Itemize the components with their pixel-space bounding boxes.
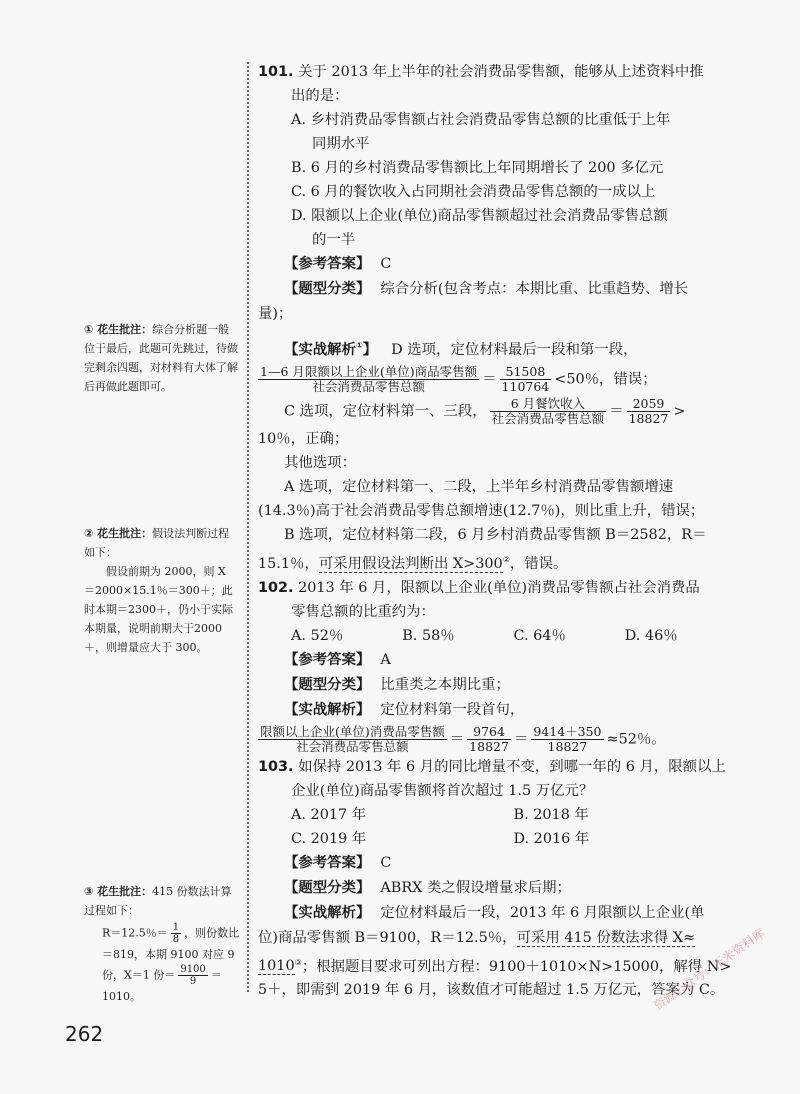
- type-tag: 【题型分类】: [284, 879, 371, 896]
- margin-divider: [247, 62, 249, 992]
- answer-tag: 【参考答案】: [284, 651, 371, 668]
- analysis-b-cont: 15.1％，可采用假设法判断出 X>300②，错误。: [258, 554, 568, 572]
- analysis-tag: 【实战解析】: [284, 701, 371, 718]
- options-row-1: [258, 805, 736, 826]
- question-stem-cont: 出的是：: [291, 88, 349, 104]
- question-101: [258, 62, 736, 575]
- analysis-text: 定位材料第一段首句，: [380, 701, 525, 718]
- page-number: 262: [65, 1022, 104, 1046]
- main-content: [258, 62, 736, 1004]
- note-body: 假设前期为 2000，则 X ＝2000×15.1％＝300＋；此时本期＝2300＋，仍小于实际本期量，说明前期大于2000＋，则增量应大于 300。: [84, 565, 233, 654]
- note-text: 415 份数法计算过程如下：: [84, 885, 232, 917]
- options-row: [258, 626, 736, 647]
- analysis-text: D 选项，定位材料最后一段和第一段，: [391, 341, 638, 358]
- watermark: 资源公众号：玉米资料库: [651, 925, 768, 1014]
- option-a: A. 乡村消费品零售额占社会消费品零售总额的比重低于上年: [291, 112, 671, 128]
- question-stem: 关于 2013 年上半年的社会消费品零售额，能够从上述资料中推: [298, 64, 704, 80]
- option-c: C. 64％: [513, 627, 566, 644]
- analysis-text: 定位材料最后一段，2013 年 6 月限额以上企业(单: [380, 904, 705, 921]
- options-row-2: [258, 829, 736, 850]
- answer-value: A: [380, 651, 391, 668]
- type-tag: 【题型分类】: [284, 676, 371, 693]
- question-stem-cont: 零售总额的比重约为：: [291, 603, 435, 620]
- option-c: C. 2019 年: [291, 830, 367, 847]
- equation-d: $\frac{\text{1—6 月限额以上企业(单位)商品零售额}}{\text{社会消费品零售总额}}$ ＝ $\frac{51508}{110764}$ <50％，错误；: [260, 363, 657, 394]
- type-text: 综合分析(包含考点：本期比重、比重趋势、增长: [380, 281, 689, 297]
- fraction-one-eighth: $\frac{1}{8}$: [172, 922, 180, 945]
- option-c: C. 6 月的餐饮收入占同期社会消费品零售总额的一成以上: [291, 184, 656, 200]
- answer-tag: 【参考答案】: [284, 256, 371, 272]
- question-stem-cont: 企业(单位)商品零售额将首次超过 1.5 万亿元？: [291, 782, 594, 799]
- option-d-cont: 的一半: [312, 232, 356, 248]
- question-number: 102.: [258, 579, 294, 596]
- analysis-tag: 【实战解析①】: [284, 341, 378, 358]
- answer-value: C: [380, 256, 392, 272]
- note-text: 假设法判断过程如下：: [84, 527, 230, 559]
- analysis-tag: 【实战解析】: [284, 904, 371, 921]
- note-label: ① 花生批注：: [84, 323, 153, 336]
- note-text: 综合分析题一般位于最后，此题可先跳过，待做完剩余四题，对材料有大体了解后再做此题即可。: [84, 323, 238, 393]
- analysis-b: B 选项，定位材料第二段，6 月乡村消费品零售额 B＝2582，R＝: [284, 526, 707, 543]
- note-line1b: ，则份数比＝819，本期 9100 对应 9 份，X＝1 份＝: [102, 926, 240, 982]
- option-d: D. 2016 年: [513, 830, 590, 847]
- analysis-a-cont: (14.3％)高于社会消费品零售总额增速(12.7％)，则比重上升，错误；: [258, 502, 705, 519]
- question-103: [258, 757, 736, 1002]
- note-line2b: ＝1010。: [102, 968, 222, 1003]
- option-d: D. 限额以上企业(单位)商品零售额超过社会消费品零售总额: [291, 208, 668, 224]
- analysis-c-cont: 10％，正确；: [258, 430, 349, 447]
- analysis-cont-3: 5＋，即需到 2019 年 6 月，该数值才可能超过 1.5 万亿元，答案为 C。: [258, 982, 725, 999]
- analysis-cont-2: 1010③；根据题目要求可列出方程：9100＋1010×N>15000，解得 N>: [258, 957, 732, 975]
- sidebar-note-1: [84, 320, 240, 396]
- question-number: 103.: [258, 758, 294, 775]
- equation-c: C 选项，定位材料第一、三段， $\frac{\text{6 月餐饮收入}}{\text{社会消费品零售总额}}$ ＝ $\frac{2059}{18827}$ >: [284, 395, 686, 426]
- option-b: B. 58％: [402, 627, 455, 644]
- note-line1: R＝12.5％＝: [102, 926, 168, 940]
- fraction-9100-over-9: $\frac{9100}{9}$: [180, 964, 206, 987]
- option-a-cont: 同期水平: [312, 136, 370, 152]
- type-text: ABRX 类之假设增量求后期；: [380, 879, 571, 896]
- other-options: 其他选项：: [284, 454, 356, 471]
- question-number: 101.: [258, 64, 294, 80]
- analysis-a: A 选项，定位材料第一、二段，上半年乡村消费品零售额增速: [284, 478, 674, 495]
- option-a: A. 2017 年: [291, 806, 367, 823]
- sidebar-note-3: [84, 882, 240, 1006]
- equation-102: $\frac{\text{限额以上企业(单位)消费品零售额}}{\text{社会消费品零售总额}}$ ＝ $\frac{9764}{18827}$ ＝ $\frac{9414+350}{18827}$ ≈52％。: [260, 723, 666, 754]
- option-b: B. 6 月的乡村消费品零售额比上年同期增长了 200 多亿元: [291, 160, 664, 176]
- type-text-cont: 量)；: [258, 306, 293, 322]
- answer-value: C: [380, 854, 392, 871]
- answer-tag: 【参考答案】: [284, 854, 371, 871]
- sidebar-note-2: [84, 524, 240, 657]
- option-b: B. 2018 年: [513, 806, 589, 823]
- analysis-cont-1: 位)商品零售额 B＝9100，R＝12.5％，可采用 415 份数法求得 X≈: [258, 929, 696, 946]
- option-d: D. 46％: [624, 627, 678, 644]
- question-102: [258, 578, 736, 754]
- question-stem: 如保持 2013 年 6 月的同比增量不变，到哪一年的 6 月，限额以上: [298, 758, 726, 775]
- question-stem: 2013 年 6 月，限额以上企业(单位)消费品零售额占社会消费品: [298, 579, 700, 596]
- option-a: A. 52％: [291, 627, 344, 644]
- type-text: 比重类之本期比重；: [380, 676, 510, 693]
- type-tag: 【题型分类】: [284, 281, 371, 297]
- note-label: ③ 花生批注：: [84, 885, 153, 898]
- note-label: ② 花生批注：: [84, 527, 153, 540]
